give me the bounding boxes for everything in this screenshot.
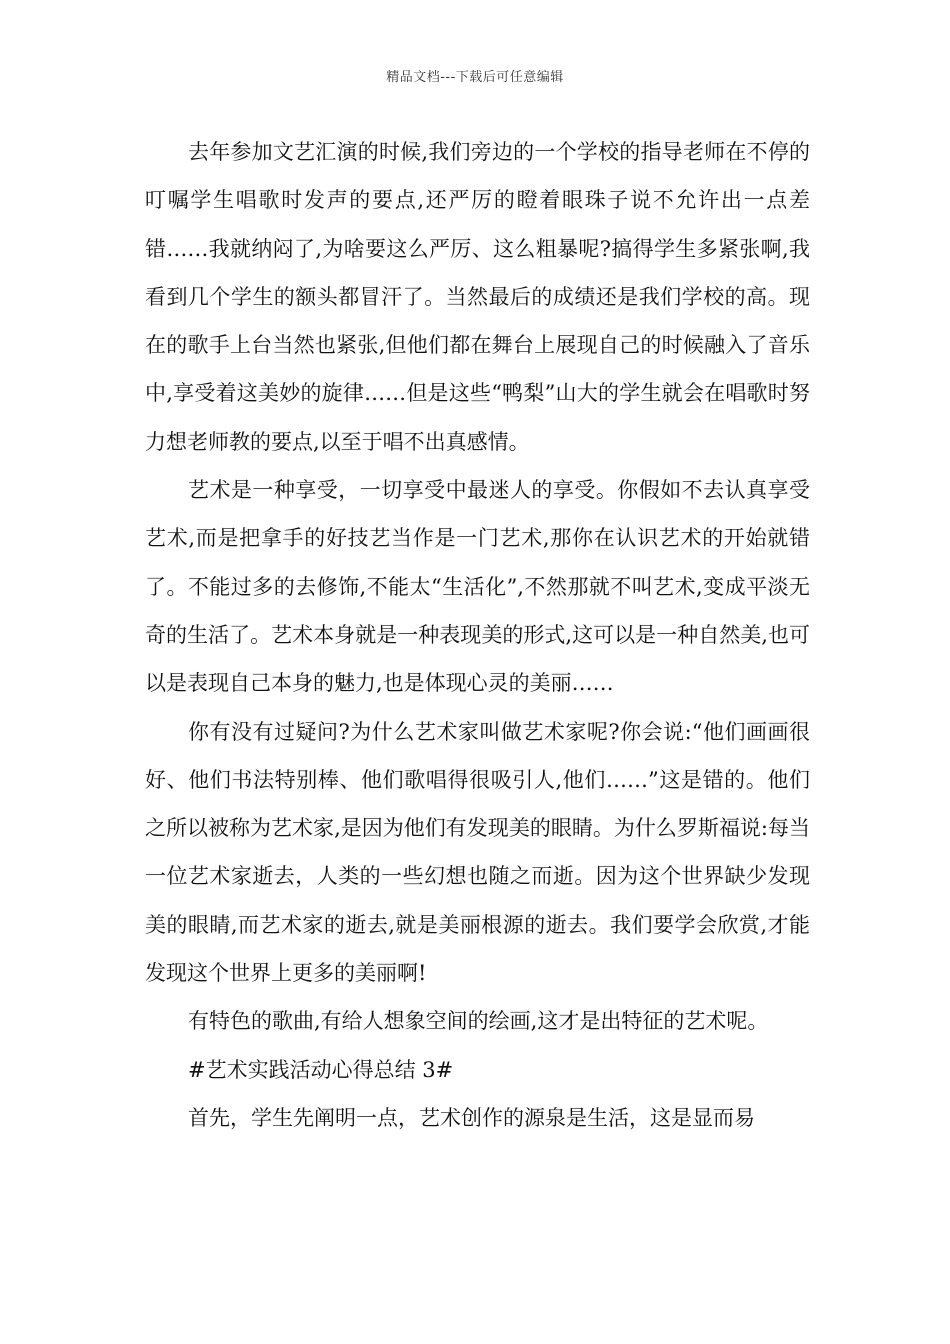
paragraph-2: 艺术是一种享受，一切享受中最迷人的享受。你假如不去认真享受艺术,而是把拿手的好技艺当作是一门艺术,那你在认识艺术的开始就错了。不能过多的去修饰,不能太“生活化”,不然那就不叫艺术,变成平淡无奇的生活了。艺术本身就是一种表现美的形式,这可以是一种自然美,也可以是表现自己本身的魅力,也是体现心灵的美丽……: [145, 478, 810, 696]
paragraph-1: 去年参加文艺汇演的时候,我们旁边的一个学校的指导老师在不停的叮嘱学生唱歌时发声的要点,还严厉的瞪着眼珠子说不允许出一点差错……我就纳闷了,为啥要这么严厉、这么粗暴呢?搞得学生多紧张啊,我看到几个学生的额头都冒汗了。当然最后的成绩还是我们学校的高。现在的歌手上台当然也紧张,但他们都在舞台上展现自己的时候融入了音乐中,享受着这美妙的旋律……但是这些“鸭梨”山大的学生就会在唱歌时努力想老师教的要点,以至于唱不出真感情。: [145, 140, 810, 454]
page-header: 精品文档---下载后可任意编辑: [386, 70, 564, 85]
paragraph-3: 你有没有过疑问?为什么艺术家叫做艺术家呢?你会说:“他们画画很好、他们书法特别棒、他们歌唱得很吸引人,他们……”这是错的。他们之所以被称为艺术家,是因为他们有发现美的眼睛。为什么罗斯福说:每当一位艺术家逝去，人类的一些幻想也随之而逝。因为这个世界缺少发现美的眼睛,而艺术家的逝去,就是美丽根源的逝去。我们要学会欣赏,才能发现这个世界上更多的美丽啊!: [145, 719, 810, 986]
paragraph-5: 首先，学生先阐明一点，艺术创作的源泉是生活，这是显而易: [188, 1105, 755, 1130]
paragraph-4: 有特色的歌曲,有给人想象空间的绘画,这才是出特征的艺术呢。: [188, 1009, 769, 1034]
document-body: [145, 128, 810, 1142]
section-heading: #艺术实践活动心得总结 3#: [188, 1057, 454, 1082]
